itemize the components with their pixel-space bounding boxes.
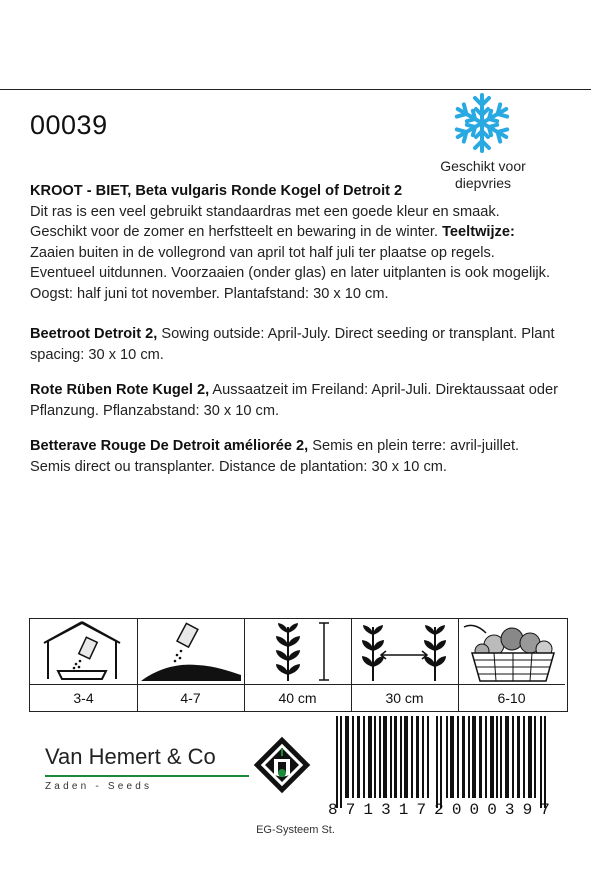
description-french bbox=[30, 436, 560, 477]
barcode-number bbox=[328, 801, 553, 819]
description-english bbox=[30, 324, 560, 365]
greenhouse-sowing-label: 3-4 bbox=[30, 684, 137, 711]
outdoor-sowing-icon bbox=[137, 619, 244, 684]
icon-cell-greenhouse-sowing bbox=[30, 619, 138, 711]
french-title: Betterave Rouge De Detroit améliorée 2, bbox=[30, 438, 309, 454]
barcode-digit: 7 bbox=[540, 801, 553, 819]
harvest-label: 6-10 bbox=[458, 684, 565, 711]
barcode-digit: 3 bbox=[504, 801, 518, 819]
description-german bbox=[30, 380, 560, 421]
top-divider-line bbox=[0, 89, 591, 90]
freezer-label-line2: diepvries bbox=[454, 175, 512, 191]
barcode-digit: 0 bbox=[487, 801, 500, 819]
icon-cell-outdoor-sowing bbox=[137, 619, 245, 711]
barcode-digit: 1 bbox=[398, 801, 412, 819]
dutch-cultivation-heading: Teeltwijze: bbox=[442, 224, 515, 240]
barcode-digit: 3 bbox=[381, 801, 394, 819]
snowflake-icon bbox=[450, 92, 514, 154]
dutch-text-2: Zaaien buiten in de vollegrond van april tot half juli ter plaatse op regels. Eventueel uitdunnen. Voorzaaien (onder glas) en later uitplanten is ook mogelijk. Oogst: half juni tot november. Plantafstand: 30 x 10 cm. bbox=[30, 244, 551, 302]
barcode-digit: 7 bbox=[416, 801, 430, 819]
german-text: Aussaatzeit im Freiland: April-Juli. Direktaussaat oder Pflanzung. Pflanzabstand: 30 x 10 cm. bbox=[30, 382, 558, 419]
eg-certification-note: EG-Systeem St. bbox=[256, 824, 335, 836]
barcode-digit: 0 bbox=[469, 801, 483, 819]
plant-spacing-icon bbox=[351, 619, 458, 684]
barcode-digit: 7 bbox=[345, 801, 359, 819]
barcode-digit: 0 bbox=[451, 801, 465, 819]
greenhouse-sowing-icon bbox=[30, 619, 137, 684]
brand-logo-icon bbox=[252, 735, 312, 795]
barcode-icon bbox=[328, 716, 553, 808]
dutch-title: KROOT - BIET, Beta vulgaris Ronde Kogel of Detroit 2 bbox=[30, 183, 403, 199]
barcode-digit: 9 bbox=[522, 801, 536, 819]
german-title: Rote Rüben Rote Kugel 2, bbox=[30, 382, 210, 398]
icon-cell-plant-height bbox=[244, 619, 352, 711]
description-dutch bbox=[30, 181, 560, 304]
product-code: 00039 bbox=[30, 110, 108, 140]
harvest-basket-icon bbox=[458, 619, 565, 684]
brand-tagline: Zaden - Seeds bbox=[45, 781, 153, 792]
english-title: Beetroot Detroit 2, bbox=[30, 326, 158, 342]
barcode-digit: 1 bbox=[363, 801, 376, 819]
plant-spacing-label: 30 cm bbox=[351, 684, 458, 711]
brand-underline bbox=[45, 775, 249, 777]
barcode-digit: 8 bbox=[328, 801, 341, 819]
freezer-label-line1: Geschikt voor bbox=[440, 158, 526, 174]
plant-height-icon bbox=[244, 619, 351, 684]
plant-height-label: 40 cm bbox=[244, 684, 351, 711]
barcode-digit: 2 bbox=[434, 801, 447, 819]
dutch-text-1: Dit ras is een veel gebruikt standaardras met een goede kleur en smaak. Geschikt voor de zomer en herfstteelt en bewaring in de winter. bbox=[30, 203, 500, 240]
icon-cell-harvest bbox=[458, 619, 565, 711]
french-text: Semis en plein terre: avril-juillet. Semis direct ou transplanter. Distance de plantation: 30 x 10 cm. bbox=[30, 438, 520, 475]
outdoor-sowing-label: 4-7 bbox=[137, 684, 244, 711]
icon-cell-plant-spacing bbox=[351, 619, 459, 711]
brand-name: Van Hemert & Co bbox=[45, 744, 216, 769]
english-text: Sowing outside: April-July. Direct seeding or transplant. Plant spacing: 30 x 10 cm. bbox=[30, 326, 555, 363]
cultivation-icons-table bbox=[29, 618, 568, 712]
